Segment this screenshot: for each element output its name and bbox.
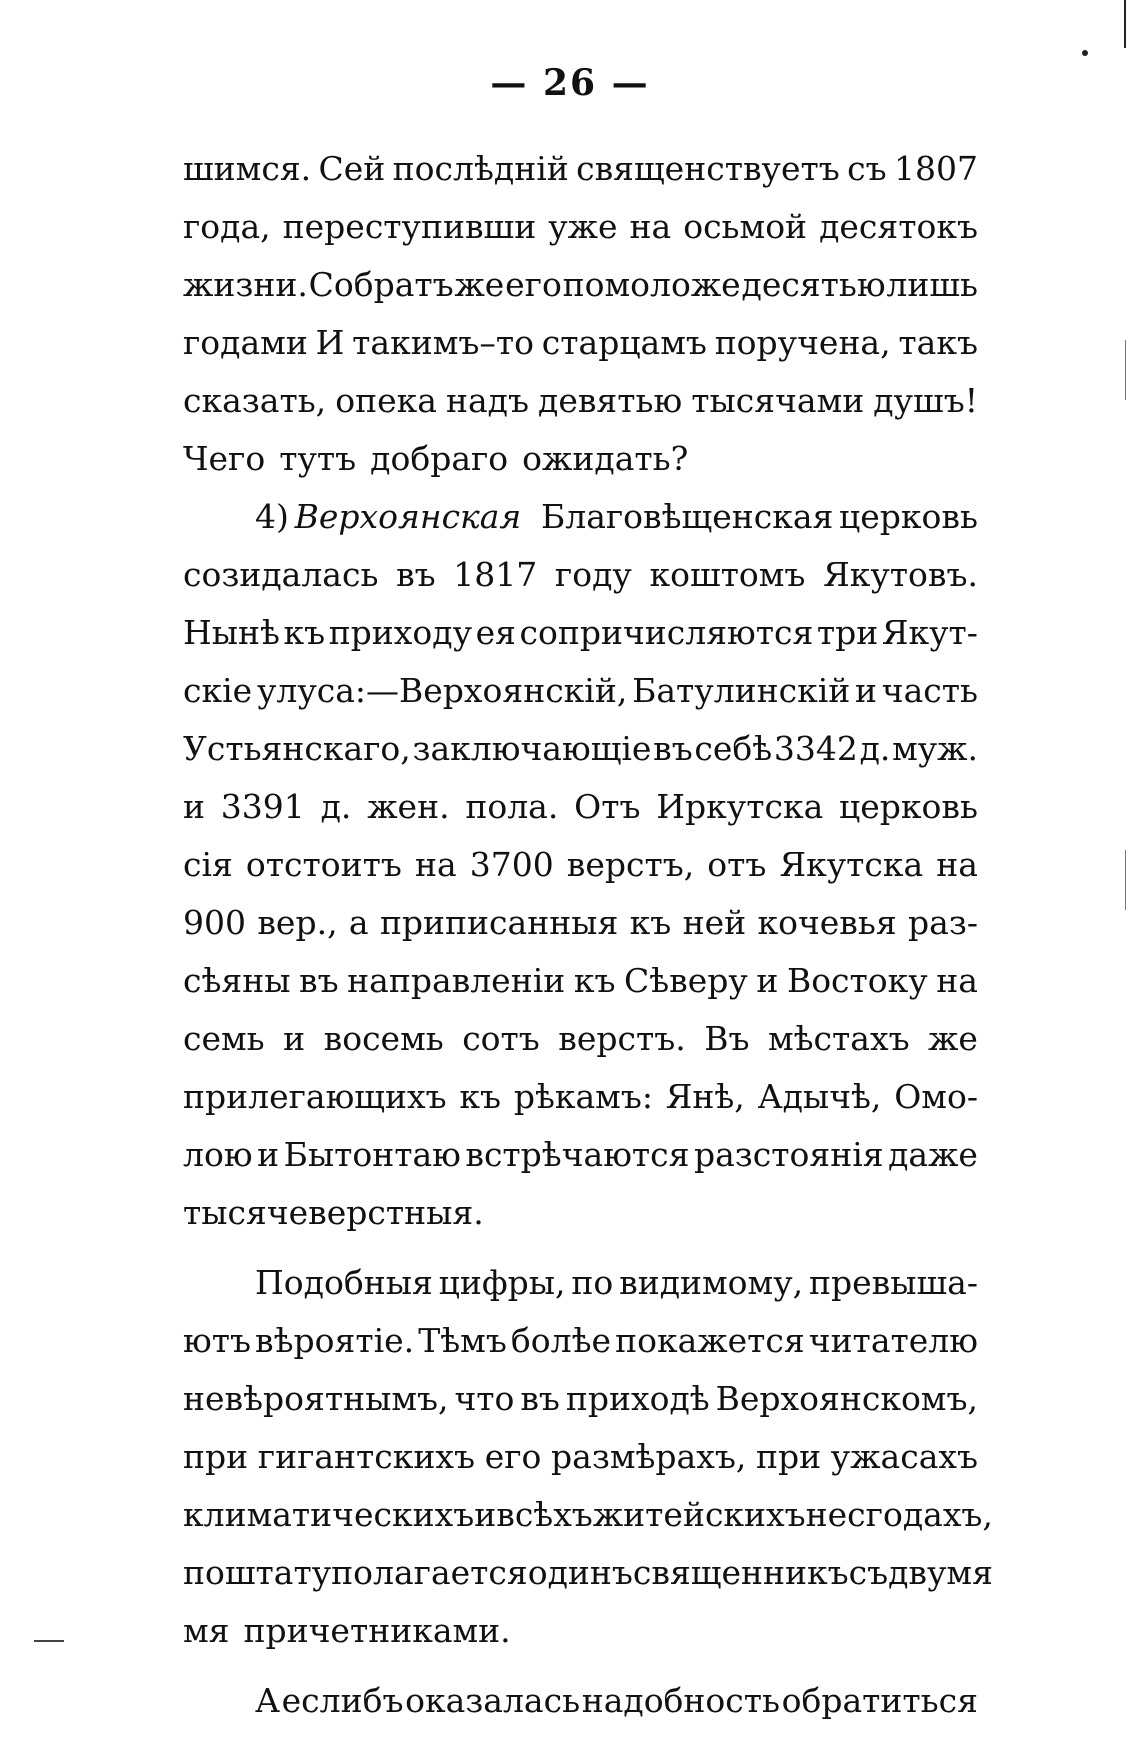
word: заключающіе [412, 729, 652, 768]
word: съ [847, 149, 887, 188]
word: тутъ [279, 439, 357, 478]
word: на [936, 845, 978, 884]
text-line [183, 894, 978, 952]
text-line [183, 198, 978, 256]
word: Благовѣщенская [541, 497, 834, 536]
word: лою [183, 1135, 253, 1174]
word: ожидать? [522, 439, 689, 478]
word: 1817 [453, 555, 538, 594]
word: невѣроятнымъ, [183, 1379, 449, 1418]
text-line [183, 430, 978, 488]
word: поручена, [714, 323, 891, 362]
word-italic: Верхоянская [294, 497, 522, 536]
word: раз- [908, 903, 978, 942]
word: мѣстахъ [767, 1019, 910, 1058]
word: по [571, 1263, 614, 1302]
word: приписанныя [379, 903, 619, 942]
word: ея [475, 613, 516, 652]
text-line [183, 1184, 978, 1242]
word: десятью [741, 265, 886, 304]
word: на [936, 961, 978, 1000]
word: при [183, 1437, 249, 1476]
text-line [183, 1126, 978, 1184]
word: мя [183, 1611, 230, 1650]
text-line [183, 1010, 978, 1068]
word: душъ! [873, 381, 978, 420]
text-line [183, 372, 978, 430]
word: кочевья [757, 903, 897, 942]
text-line [183, 1428, 978, 1486]
word: восемь [323, 1019, 444, 1058]
word: двумя [888, 1553, 993, 1592]
word: же [928, 1019, 978, 1058]
word: ужасахъ [830, 1437, 978, 1476]
word: Янѣ, [665, 1077, 745, 1116]
word: его [505, 265, 562, 304]
text-line [183, 604, 978, 662]
word: Нынѣ [183, 613, 280, 652]
text-line [183, 1544, 993, 1602]
word: къ [573, 961, 616, 1000]
word: Отъ [574, 787, 641, 826]
word: 3700 [469, 845, 554, 884]
word: такимъ–то [352, 323, 535, 362]
word: священствуетъ [576, 149, 840, 188]
word: цифры, [438, 1263, 566, 1302]
word: осьмой [683, 207, 808, 246]
word: Тѣмъ [418, 1321, 507, 1360]
word: одинъ [527, 1553, 633, 1592]
word: отъ [707, 845, 767, 884]
word: къ [283, 613, 326, 652]
scan-speck [34, 1640, 64, 1642]
word: сія [183, 845, 233, 884]
word: его [484, 1437, 542, 1476]
word: ютъ [183, 1321, 251, 1360]
word: покажется [615, 1321, 805, 1360]
word: сказать, [183, 381, 327, 420]
word: въ [653, 729, 693, 768]
word: 4) [255, 497, 289, 536]
word: къ [629, 903, 672, 942]
word: штату [224, 1553, 332, 1592]
text-line [183, 778, 978, 836]
word: ней [682, 903, 747, 942]
word: муж. [892, 729, 978, 768]
text-line [183, 1254, 978, 1312]
word: послѣдній [392, 149, 569, 188]
word: Въ [704, 1019, 750, 1058]
word: встрѣчаются [465, 1135, 690, 1174]
word: разстоянія [693, 1135, 884, 1174]
word: Якутовъ. [823, 555, 978, 594]
word: направленіи [347, 961, 566, 1000]
word: три [816, 613, 879, 652]
text-line [183, 952, 978, 1010]
scan-edge-line [1125, 850, 1126, 910]
word: гигантскихъ [257, 1437, 476, 1476]
word: полагается [331, 1553, 528, 1592]
word: въ [396, 555, 436, 594]
word: годами [183, 323, 308, 362]
word: тысячеверстныя. [183, 1193, 484, 1232]
text-line [183, 256, 978, 314]
word: на [414, 845, 457, 884]
word: сопричисляются [519, 613, 814, 652]
word: 3342 [773, 729, 858, 768]
word: причетниками. [243, 1611, 511, 1650]
word: улуса:—Верхоянскій, [256, 671, 628, 710]
word: Якут- [881, 613, 978, 652]
word: что [454, 1379, 515, 1418]
word: Сей [318, 149, 386, 188]
word: размѣрахъ, [551, 1437, 747, 1476]
scan-edge-line [1124, 0, 1126, 48]
word: Якутска [779, 845, 924, 884]
text-line [183, 140, 978, 198]
word: Адычѣ, [757, 1077, 882, 1116]
word: по [183, 1553, 225, 1592]
word: вер., [257, 903, 338, 942]
word: пола. [465, 787, 559, 826]
word: д. [859, 729, 891, 768]
word: приходу [328, 613, 473, 652]
word: и [257, 1135, 280, 1174]
word: надъ [445, 381, 529, 420]
word: отстоитъ [245, 845, 402, 884]
word: Иркутска [656, 787, 824, 826]
word: часть [881, 671, 978, 710]
word: уже [548, 207, 618, 246]
word: десятокъ [819, 207, 978, 246]
word: приходѣ [565, 1379, 710, 1418]
word: добраго [370, 439, 509, 478]
word: превыша- [808, 1263, 978, 1302]
text-line [183, 488, 978, 546]
word: И [315, 323, 345, 362]
word: къ [459, 1077, 502, 1116]
text-line [183, 1672, 978, 1730]
word: скіе [183, 671, 253, 710]
word: д. [320, 787, 352, 826]
word: оказалась [405, 1681, 581, 1720]
word: рѣкамъ: [513, 1077, 653, 1116]
text-line [183, 1486, 993, 1544]
text-line [183, 720, 978, 778]
word: коштомъ [649, 555, 806, 594]
word: году [554, 555, 632, 594]
word: въ [520, 1379, 560, 1418]
word: церковь [839, 497, 978, 536]
word: 900 [183, 903, 246, 942]
word: вѣроятіе. [255, 1321, 415, 1360]
word: при [755, 1437, 822, 1476]
word: Бытонтаю [283, 1135, 461, 1174]
word: а [348, 903, 369, 942]
word: сѣяны [183, 961, 291, 1000]
word: Востоку [786, 961, 928, 1000]
word: болѣе [510, 1321, 612, 1360]
word: старцамъ [541, 323, 707, 362]
word: несгодахъ, [805, 1495, 993, 1534]
word: обратиться [781, 1681, 978, 1720]
word: на [629, 207, 672, 246]
text-line [183, 1370, 978, 1428]
text-line [183, 546, 978, 604]
word: и [756, 961, 779, 1000]
text-line [183, 1602, 978, 1660]
scan-edge-line [1125, 340, 1126, 400]
body-text [183, 140, 993, 1730]
word: въ [299, 961, 339, 1000]
word: еслибъ [281, 1681, 404, 1720]
word: Верхоянскомъ, [715, 1379, 978, 1418]
word: священникъ [632, 1553, 849, 1592]
word: семь [183, 1019, 265, 1058]
word: 1807 [893, 149, 978, 188]
word: жизни. [183, 265, 308, 304]
word: лишь [886, 265, 978, 304]
text-line [183, 1312, 978, 1370]
word: прилегающихъ [183, 1077, 447, 1116]
word: Подобныя [255, 1263, 433, 1302]
word: опека [335, 381, 437, 420]
word: переступивши [282, 207, 537, 246]
word: всѣхъ [496, 1495, 593, 1534]
word: и [283, 1019, 306, 1058]
word: съ [848, 1553, 889, 1592]
word: Устьянскаго, [183, 729, 411, 768]
word: А [255, 1681, 280, 1720]
word: видимому, [619, 1263, 804, 1302]
word: шимся. [183, 149, 312, 188]
text-line [183, 314, 978, 372]
text-line [183, 836, 978, 894]
word: и [855, 671, 878, 710]
word: жен. [367, 787, 450, 826]
word: и [474, 1495, 497, 1534]
text-line [183, 1068, 978, 1126]
text-line [183, 662, 978, 720]
word: Батулинскій [632, 671, 851, 710]
word: церковь [839, 787, 978, 826]
word: года, [183, 207, 271, 246]
word: житейскихъ [592, 1495, 806, 1534]
word: тысячами [691, 381, 865, 420]
scan-speck [1082, 50, 1088, 56]
word: Собратъ [308, 265, 454, 304]
word: Омо- [894, 1077, 978, 1116]
page-number: — 26 — [490, 62, 650, 104]
word: верстъ, [566, 845, 695, 884]
word: надобность [581, 1681, 780, 1720]
word: себѣ [694, 729, 773, 768]
word: даже [888, 1135, 978, 1174]
word: Сѣверу [624, 961, 748, 1000]
word: созидалась [183, 555, 379, 594]
word: и [183, 787, 205, 826]
word: сотъ [462, 1019, 540, 1058]
word: Чего [183, 439, 266, 478]
word: 3391 [220, 787, 305, 826]
word: девятью [538, 381, 683, 420]
word: верстъ. [558, 1019, 686, 1058]
word: же [454, 265, 505, 304]
word: такъ [898, 323, 978, 362]
word: климатическихъ [183, 1495, 475, 1534]
word: помоложе [562, 265, 741, 304]
word: читателю [808, 1321, 978, 1360]
